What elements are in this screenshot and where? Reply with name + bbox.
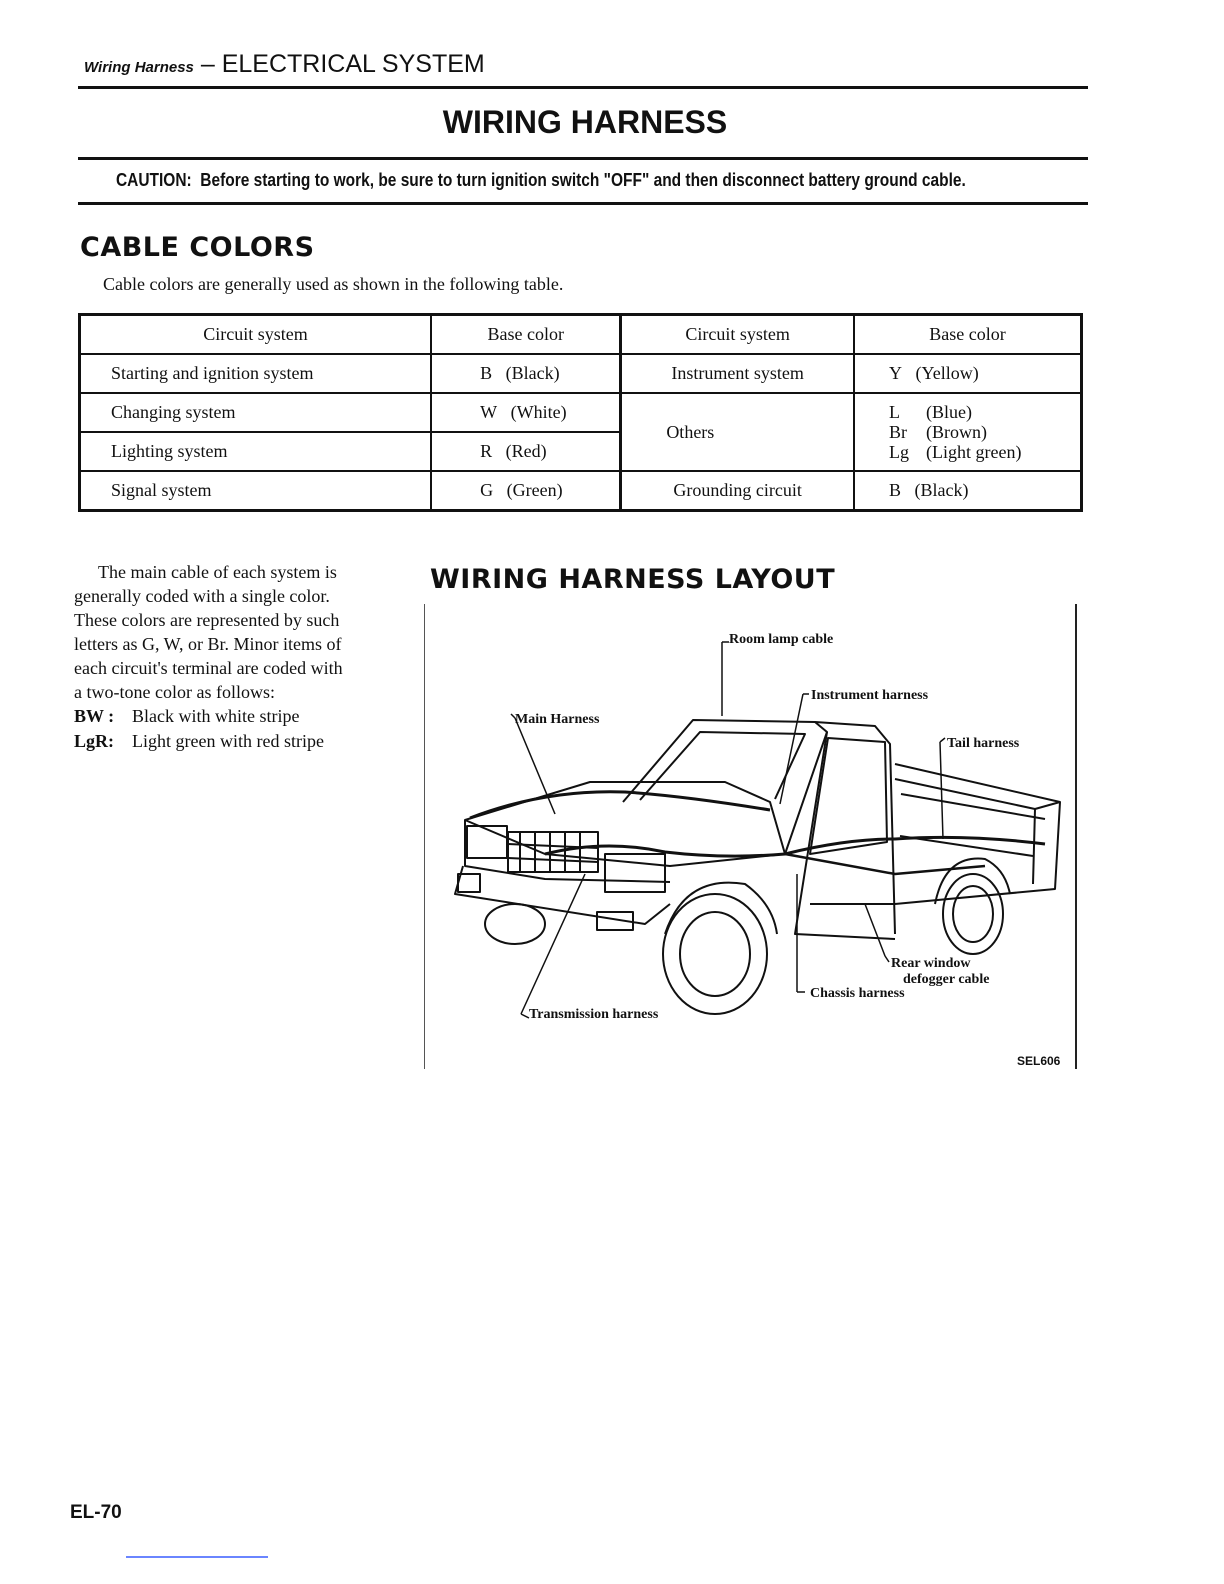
circuit-cell: Others (621, 393, 854, 471)
caution-text: Before starting to work, be sure to turn ignition switch "OFF" and then disconnect battery ground cable. (200, 170, 966, 190)
cable-colors-heading: CABLE COLORS (80, 232, 315, 263)
table-row (80, 471, 1082, 511)
color-cell: G (Green) (431, 471, 621, 511)
cable-colors-table (78, 313, 1083, 512)
description-line: a two-tone color as follows: (74, 682, 275, 702)
circuit-cell: Changing system (80, 393, 432, 432)
label-rear-window-2: defogger cable (903, 972, 990, 987)
color-cell: B (Black) (431, 354, 621, 393)
page-title: WIRING HARNESS (442, 104, 728, 140)
circuit-cell: Starting and ignition system (80, 354, 432, 393)
description-line: each circuit's terminal are coded with (74, 658, 343, 678)
color-cell: B (Black) (854, 471, 1081, 511)
header-rule (78, 86, 1088, 89)
circuit-cell: Grounding circuit (621, 471, 854, 511)
color-cell: W (White) (431, 393, 621, 432)
section-header-dash: – (193, 50, 222, 78)
two-tone-code: BW : Black with white stripe (74, 706, 300, 726)
description-line: letters as G, W, or Br. Minor items of (74, 634, 342, 654)
section-header-small: Wiring Harness (84, 59, 194, 76)
label-instrument-harness: Instrument harness (811, 688, 929, 703)
description-line: generally coded with a single color. (74, 586, 330, 606)
caution-bottom-rule (78, 202, 1088, 205)
truck-illustration (425, 604, 1075, 1069)
label-tail-harness: Tail harness (947, 736, 1020, 751)
caution-notice (116, 170, 966, 191)
caution-top-rule (78, 157, 1088, 160)
label-rear-window-1: Rear window (891, 956, 971, 971)
section-header (84, 50, 485, 79)
cable-colors-subtitle: Cable colors are generally used as shown in the following table. (103, 274, 564, 294)
table-header: Base color (431, 315, 621, 355)
circuit-cell: Instrument system (621, 354, 854, 393)
table-row (80, 393, 1082, 432)
table-header-row (80, 315, 1082, 355)
layout-heading: WIRING HARNESS LAYOUT (430, 564, 836, 595)
two-tone-code: LgR: Light green with red stripe (74, 731, 324, 751)
caution-label: CAUTION: (116, 170, 192, 190)
color-cell: Y (Yellow) (854, 354, 1081, 393)
label-transmission-harness: Transmission harness (529, 1007, 659, 1022)
label-main-harness: Main Harness (515, 712, 600, 727)
color-cell-others: L (Blue) Br (Brown) Lg (Light green) (854, 393, 1081, 471)
table-header: Circuit system (621, 315, 854, 355)
description-line: The main cable of each system is (98, 562, 337, 582)
wiring-harness-diagram (424, 604, 1077, 1069)
description-line: These colors are represented by such (74, 610, 340, 630)
label-room-lamp-cable: Room lamp cable (729, 632, 834, 647)
table-header: Base color (854, 315, 1081, 355)
circuit-cell: Signal system (80, 471, 432, 511)
section-header-main: ELECTRICAL SYSTEM (221, 50, 485, 78)
label-chassis-harness: Chassis harness (810, 986, 905, 1001)
figure-id: SEL606 (1017, 1054, 1061, 1068)
circuit-cell: Lighting system (80, 432, 432, 471)
table-row (80, 354, 1082, 393)
page-number: EL-70 (70, 1502, 122, 1523)
table-header: Circuit system (80, 315, 432, 355)
footer-link-rule (126, 1556, 268, 1558)
color-cell: R (Red) (431, 432, 621, 471)
description-paragraph (74, 560, 382, 704)
